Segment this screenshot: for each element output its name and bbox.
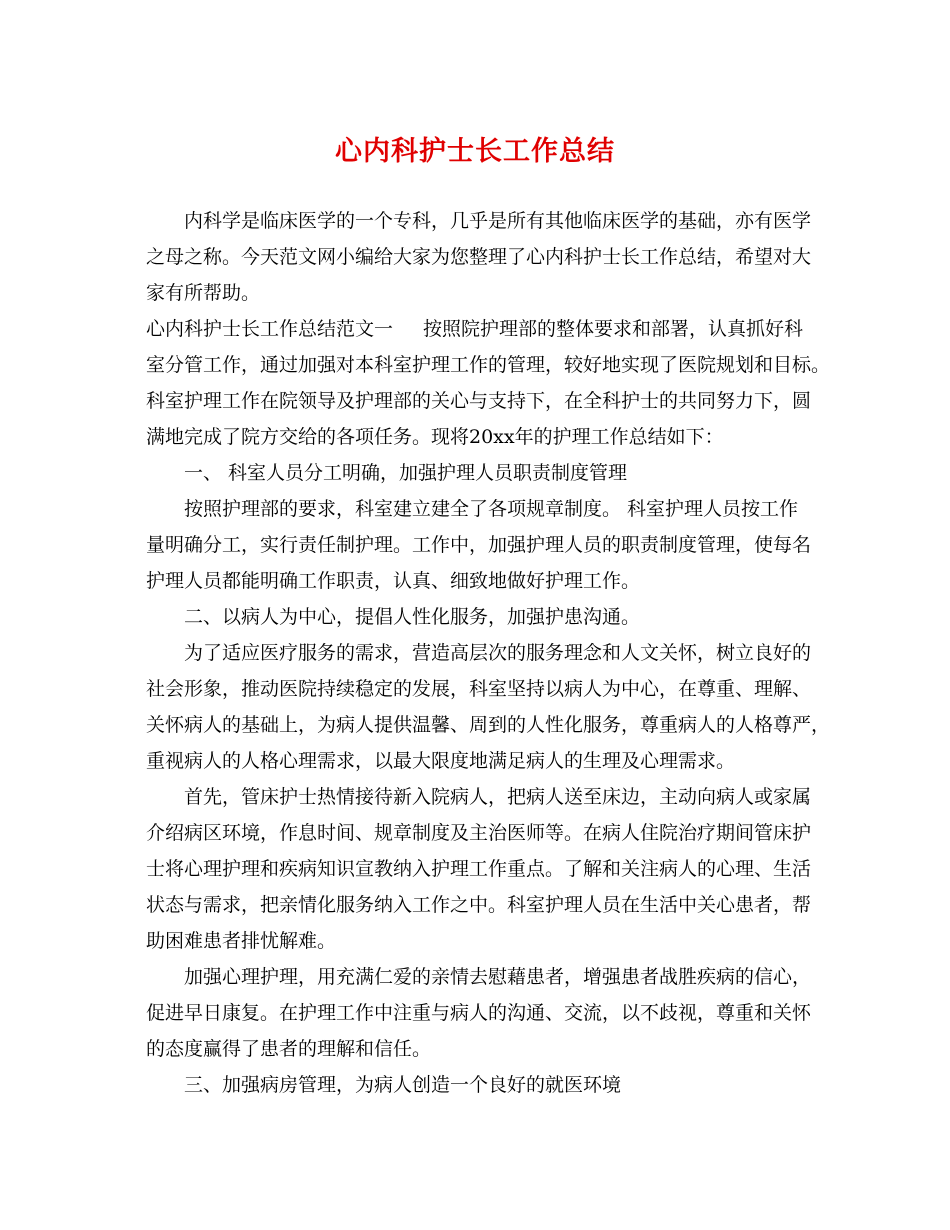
text-line [146, 311, 814, 347]
text-line-content: 科室护理工作在院领导及护理部的关心与支持下，在全科护士的共同努力下，圆 [146, 390, 812, 412]
text-line [146, 743, 814, 779]
text-line-content: 加强心理护理，用充满仁爱的亲情去慰藉患者，增强患者战胜疾病的信心， [184, 966, 812, 988]
text-line [146, 383, 814, 419]
text-line-content: 介绍病区环境，作息时间、规章制度及主治医师等。在病人住院治疗期间管床护 [146, 822, 812, 844]
text-line [146, 1067, 814, 1103]
text-line [146, 563, 814, 599]
text-line-content: 促进早日康复。在护理工作中注重与病人的沟通、交流，以不歧视，尊重和关怀 [146, 1002, 812, 1024]
text-line-content: 三、加强病房管理，为病人创造一个良好的就医环境 [184, 1074, 622, 1096]
text-line-content: 一、 科室人员分工明确，加强护理人员职责制度管理 [184, 462, 628, 484]
text-line [146, 455, 814, 491]
text-line-content: 重视病人的人格心理需求，以最大限度地满足病人的生理及心理需求。 [146, 750, 736, 772]
text-line-content: 护理人员都能明确工作职责，认真、细致地做好护理工作。 [146, 570, 641, 592]
text-line-content: 满地完成了院方交给的各项任务。现将20xx年的护理工作总结如下： [146, 426, 724, 448]
text-line-content: 之母之称。今天范文网小编给大家为您整理了心内科护士长工作总结，希望对大 [146, 246, 812, 268]
text-line [146, 851, 814, 887]
text-line-content: 为了适应医疗服务的需求，营造高层次的服务理念和人文关怀，树立良好的 [184, 642, 812, 664]
text-line [146, 239, 814, 275]
text-line-content: 的态度赢得了患者的理解和信任。 [146, 1038, 432, 1060]
text-line [146, 347, 831, 383]
text-line [146, 671, 814, 707]
page-title: 心内科护士长工作总结 [335, 136, 615, 167]
text-line [146, 923, 814, 959]
text-line-content: 关怀病人的基础上，为病人提供温馨、周到的人性化服务，尊重病人的人格尊严， [146, 714, 831, 736]
text-line [146, 203, 814, 239]
text-line [146, 635, 814, 671]
text-line-content: 按照护理部的要求，科室建立建全了各项规章制度。 科室护理人员按工作 [184, 498, 799, 520]
text-line [146, 815, 814, 851]
document-body [146, 203, 831, 1103]
text-line-content: 社会形象，推动医院持续稳定的发展，科室坚持以病人为中心，在尊重、理解、 [146, 678, 812, 700]
text-line [146, 491, 814, 527]
text-line [146, 1031, 814, 1067]
text-line-content: 二、以病人为中心，提倡人性化服务，加强护患沟通。 [184, 606, 641, 628]
text-line-content: 内科学是临床医学的一个专科，几乎是所有其他临床医学的基础，亦有医学 [184, 210, 812, 232]
text-line-content: 士将心理护理和疾病知识宣教纳入护理工作重点。了解和关注病人的心理、生活 [146, 858, 812, 880]
text-line [146, 995, 814, 1031]
text-line [146, 779, 814, 815]
text-line-content: 室分管工作，通过加强对本科室护理工作的管理，较好地实现了医院规划和目标。 [146, 354, 831, 376]
text-line [146, 527, 814, 563]
text-line [146, 419, 814, 455]
text-line [146, 275, 814, 311]
text-line-content: 首先，管床护士热情接待新入院病人，把病人送至床边，主动向病人或家属 [184, 786, 812, 808]
text-line-content: 量明确分工，实行责任制护理。工作中，加强护理人员的职责制度管理，使每名 [146, 534, 812, 556]
text-line-tail: 按照院护理部的整体要求和部署，认真抓好科 [423, 318, 804, 340]
text-line [146, 599, 814, 635]
text-line [146, 887, 814, 923]
text-line-content: 助困难患者排忧解难。 [146, 930, 337, 952]
text-line-content: 状态与需求，把亲情化服务纳入工作之中。科室护理人员在生活中关心患者，帮 [146, 894, 812, 916]
text-line-content: 家有所帮助。 [146, 282, 261, 304]
text-line [146, 707, 831, 743]
text-line [146, 959, 814, 995]
text-line-content: 心内科护士长工作总结范文一 [146, 318, 394, 340]
